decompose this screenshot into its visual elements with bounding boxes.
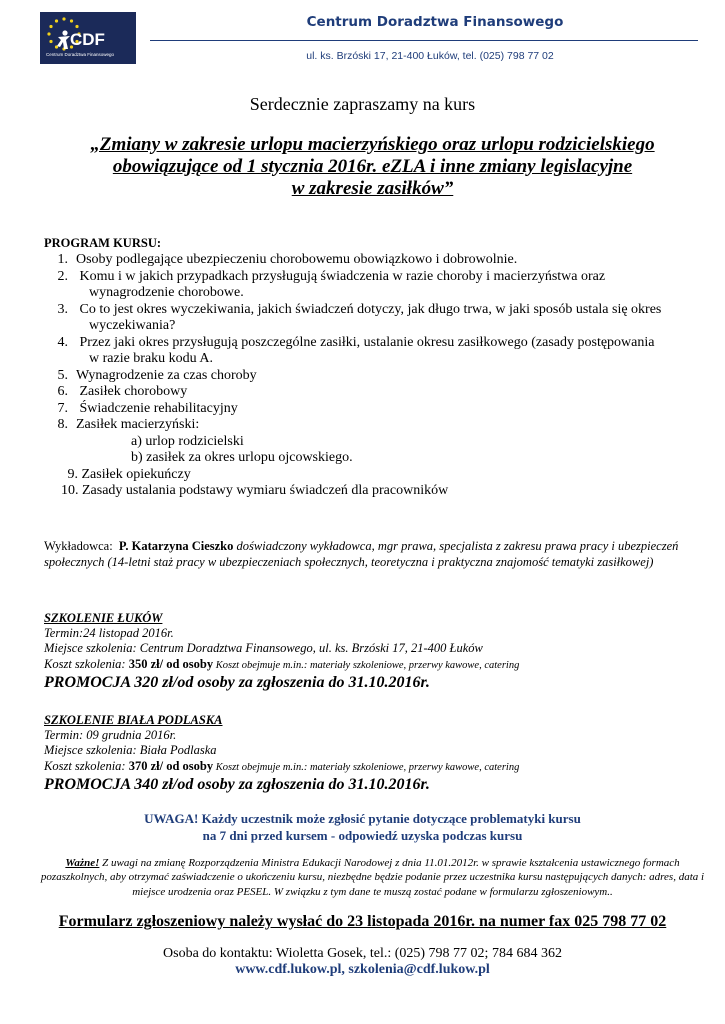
session-title: SZKOLENIE BIAŁA PODLASKA: [44, 713, 223, 727]
promo-text: PROMOCJA 320 zł/od osoby za zgłoszenia do 31.10.2016r.: [44, 673, 430, 691]
list-item: [44, 302, 704, 319]
lecturer-info: [44, 539, 704, 570]
list-item: [44, 335, 704, 352]
program-heading: PROGRAM KURSU:: [44, 236, 162, 250]
header-title: Centrum Doradztwa Finansowego: [306, 14, 564, 30]
item-continuation: wynagrodzenie chorobowe.: [89, 285, 244, 300]
item-number: 2.: [57, 268, 68, 284]
item-text: Co to jest okres wyczekiwania, jakich świadczeń dotyczy, jak długo trwa, w jaki sposób ustala się okres: [76, 301, 662, 317]
website-email-link[interactable]: www.cdf.lukow.pl, szkolenia@cdf.lukow.pl: [235, 962, 490, 977]
note-text: Z uwagi na zmianę Rozporządzenia Ministra Edukacji Narodowej z dnia 11.01.2012r. w sprawie kształcenia ustawicznego formach pozaszkolnych, aby otrzymać zaświadczenie o ukończeniu kursu, niezbędne będzie podanie przez uczestnika kursu następujących danych: adres, data i miejsce urodzenia oraz PESEL. W związku z tym dane te muszą zostać podane w formularzu zgłoszeniowym..: [40, 857, 705, 898]
list-item: [44, 417, 704, 434]
list-item: [44, 384, 704, 401]
uwaga-line: UWAGA! Każdy uczestnik może zgłosić pytanie dotyczące problematyki kursu: [144, 811, 581, 826]
session-place: Miejsce szkolenia: Centrum Doradztwa Finansowego, ul. ks. Brzóski 17, 21-400 Łuków: [44, 641, 483, 656]
item-text: Zasiłek chorobowy: [76, 384, 188, 399]
sub-item: b) zasiłek za okres urlopu ojcowskiego.: [131, 450, 353, 465]
uwaga-notice: [0, 810, 725, 844]
cost-value: 370 zł/ od osoby: [128, 758, 214, 773]
lecturer-description: doświadczony wykładowca, mgr prawa, specjalista z zakresu prawa pracy i ubezpieczeń społecznych (14-letni staż pracy w ubezpieczeniach społecznych, teoretyczna i praktyczna znajomość tematyki zasiłkowej): [44, 539, 679, 569]
program-list: [44, 252, 704, 500]
cost-value: 350 zł/ od osoby: [128, 656, 214, 671]
session-place: Miejsce szkolenia: Biała Podlaska: [44, 743, 217, 758]
session-term: Termin: 09 grudnia 2016r.: [44, 728, 177, 743]
list-item: [44, 368, 704, 385]
item-text: Świadczenie rehabilitacyjny: [76, 400, 238, 416]
course-title: [40, 134, 705, 200]
list-item: 9. Zasiłek opiekuńczy: [64, 466, 191, 482]
item-number: 7.: [57, 400, 68, 416]
promo-text: PROMOCJA 340 zł/od osoby za zgłoszenia do 31.10.2016r.: [44, 775, 430, 793]
list-item: [44, 252, 704, 269]
note-label: Ważne!: [65, 857, 100, 869]
session-biala-podlaska: [44, 713, 704, 794]
item-text: Osoby podlegające ubezpieczeniu chorobowemu obowiązkowo i dobrowolnie.: [76, 252, 518, 267]
cdf-logo: [40, 12, 136, 64]
invite-text: Serdecznie zapraszamy na kurs: [249, 94, 476, 114]
item-number: 3.: [57, 301, 68, 317]
logo-text: CDF: [70, 30, 105, 49]
cost-label: Koszt szkolenia:: [44, 758, 129, 773]
cost-note: Koszt obejmuje m.in.: materiały szkoleniowe, przerwy kawowe, catering: [213, 761, 520, 773]
list-item: 10. Zasady ustalania podstawy wymiaru świadczeń dla pracowników: [61, 483, 449, 498]
session-term: Termin:24 listopad 2016r.: [44, 626, 174, 641]
logo-subtext: Centrum Doradztwa Finansowego: [46, 52, 115, 57]
item-number: 1.: [57, 252, 68, 267]
header-divider: [150, 40, 698, 41]
list-item: [44, 269, 704, 286]
lecturer-name: P. Katarzyna Cieszko: [118, 539, 234, 553]
item-text: Komu i w jakich przypadkach przysługują świadczenia w razie choroby i macierzyństwa oraz: [76, 268, 606, 284]
important-note: [40, 856, 705, 899]
uwaga-line: na 7 dni przed kursem - odpowiedź uzyska podczas kursu: [202, 828, 523, 843]
list-item: [44, 401, 704, 418]
item-text: Zasiłek macierzyński:: [76, 417, 200, 432]
header-address: ul. ks. Brzóski 17, 21-400 Łuków, tel. (025) 798 77 02: [306, 50, 554, 62]
item-text: Wynagrodzenie za czas choroby: [76, 367, 257, 383]
item-text: Przez jaki okres przysługują poszczególne zasiłki, ustalanie okresu zasiłkowego (zasady postępowania: [76, 334, 655, 350]
item-continuation: w razie braku kodu A.: [89, 351, 214, 366]
cost-note: Koszt obejmuje m.in.: materiały szkoleniowe, przerwy kawowe, catering: [213, 659, 520, 671]
item-number: 8.: [57, 417, 68, 432]
lecturer-label: Wykładowca:: [44, 539, 119, 553]
contact-person: Osoba do kontaktu: Wioletta Gosek, tel.: (025) 798 77 02; 784 684 362: [163, 946, 562, 961]
form-instruction: Formularz zgłoszeniowy należy wysłać do 23 listopada 2016r. na numer fax 025 798 77 02: [58, 913, 667, 930]
item-continuation: wyczekiwania?: [89, 318, 176, 333]
sub-item: a) urlop rodzicielski: [131, 433, 244, 449]
course-title-line: obowiązujące od 1 stycznia 2016r. eZLA i inne zmiany legislacyjne: [112, 156, 633, 177]
session-title: SZKOLENIE ŁUKÓW: [44, 611, 163, 625]
course-title-line: „Zmiany w zakresie urlopu macierzyńskiego oraz urlopu rodzicielskiego: [90, 134, 655, 155]
course-title-line: w zakresie zasiłków”: [291, 178, 454, 199]
cost-label: Koszt szkolenia:: [44, 656, 129, 671]
item-number: 6.: [57, 384, 68, 399]
item-number: 5.: [57, 367, 68, 383]
session-lukow: [44, 611, 704, 692]
item-number: 4.: [57, 334, 68, 350]
